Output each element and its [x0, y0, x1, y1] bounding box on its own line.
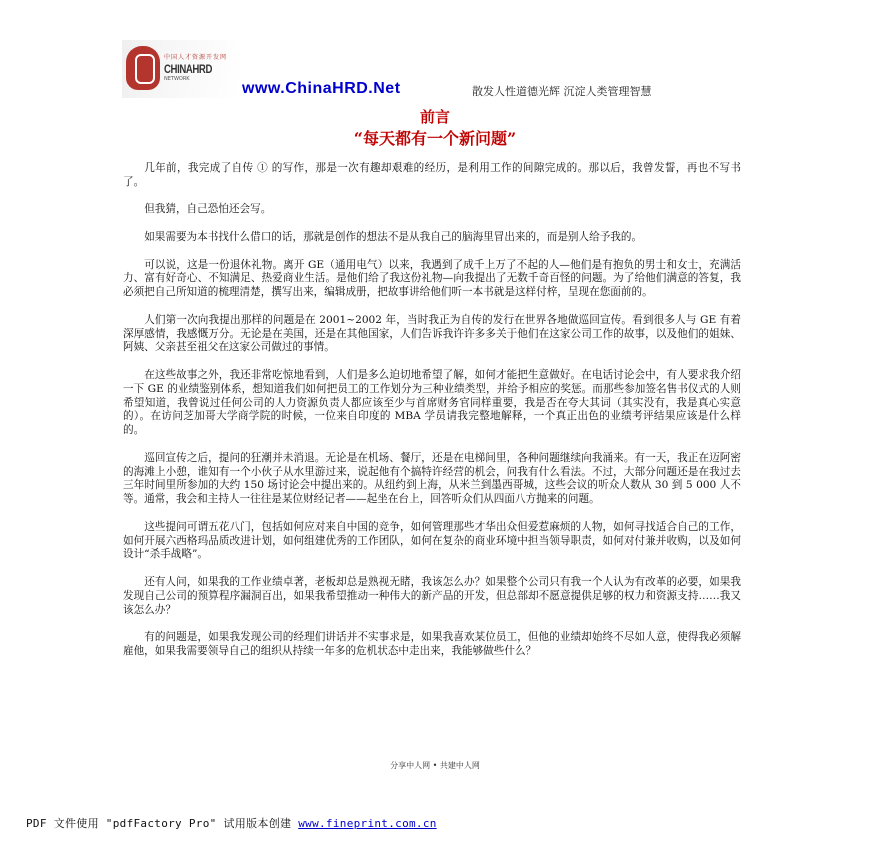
- paragraph: 几年前，我完成了自传 ① 的写作，那是一次有趣却艰难的经历，是利用工作的间隙完成的。那以后，我曾发誓，再也不写书了。: [123, 162, 741, 188]
- paragraph: 但我猜，自己恐怕还会写。: [144, 203, 272, 216]
- site-url-link[interactable]: www.ChinaHRD.Net: [242, 80, 401, 97]
- paragraph: 人们第一次向我提出那样的问题是在 2001~2002 年，当时我正为自传的发行在世界各地做巡回宣传。看到很多人与 GE 有着深厚感情，我感慨万分。无论是在美国，还是在其他国家，人们告诉我许许多多关于他们在这家公司工作的故事，以及他们的姐妹、阿姨、父亲甚至祖父在这家公司做过的事情。: [123, 313, 741, 354]
- chinahrd-logo[interactable]: [122, 40, 240, 98]
- seal-logo-icon: [126, 46, 160, 90]
- paragraph: 这些提问可谓五花八门，包括如何应对来自中国的竞争，如何管理那些才华出众但爱惹麻烦的人物，如何寻找适合自己的工作，如何开展六西格玛品质改进计划，如何组建优秀的工作团队，如何在复杂的商业环境中担当领导职责，如何对付兼并收购，以及如何设计“杀手战略”。: [123, 520, 741, 561]
- preface-subheading: “每天都有一个新问题”: [353, 129, 517, 148]
- fineprint-link[interactable]: www.fineprint.com.cn: [298, 817, 437, 830]
- paragraph: 还有人问，如果我的工作业绩卓著，老板却总是熟视无睹，我该怎么办？如果整个公司只有我一个人认为有改革的必要，如果我发现自己公司的预算程序漏洞百出，如果我希望推动一种伟大的新产品的开发，但总部却不愿意提供足够的权力和资源支持……我又该怎么办？: [123, 575, 741, 616]
- paragraph: 有的问题是，如果我发现公司的经理们讲话并不实事求是，如果我喜欢某位员工，但他的业绩却始终不尽如人意，使得我必须解雇他，如果我需要领导自己的组织从持续一年多的危机状态中走出来，我能够做些什么？: [123, 631, 741, 657]
- pdf-note-text: PDF 文件使用 "pdfFactory Pro" 试用版本创建: [26, 817, 292, 830]
- site-slogan: 散发人性道德光辉 沉淀人类管理智慧: [472, 85, 652, 98]
- paragraph: 巡回宣传之后，提问的狂潮并未消退。无论是在机场、餐厅，还是在电梯间里，各种问题继续向我涌来。有一天，我正在迈阿密的海滩上小憩，谁知有一个小伙子从水里游过来，说起他有个搞特许经营的机会，问我有什么看法。不过，大部分问题还是在我过去三年时间里所参加的大约 150 场讨论会中提出来的。从纽约到上海，从米兰到墨西哥城，这些会议的听众人数从 30 到 5 000 人不等。通常，我会和主持人一往往是某位财经记者——起坐在台上，回答听众们从四面八方抛来的问题。: [123, 451, 741, 506]
- preface-heading: 前言: [419, 108, 450, 126]
- paragraph: 如果需要为本书找什么借口的话，那就是创作的想法不是从我自己的脑海里冒出来的，而是别人给予我的。: [144, 230, 643, 243]
- logo-cn-text: 中国人才资源开发网: [164, 54, 228, 61]
- paragraph: 可以说，这是一份退休礼物。离开 GE（通用电气）以来，我遇到了成千上万了不起的人—他们是有抱负的男士和女士，充满活力、富有好奇心、不知满足、热爱商业生活。是他们给了我这份礼物—向我提出了无数千奇百怪的问题。为了给他们满意的答复，我必须把自己所知道的梳理清楚，撰写出来，编辑成册，把故事讲给他们听一本书就是这样付梓，呈现在您面前的。: [123, 258, 741, 299]
- site-header: [122, 40, 722, 104]
- pdf-factory-note: [26, 815, 437, 831]
- paragraph: 在这些故事之外，我还非常吃惊地看到，人们是多么迫切地希望了解，如何才能把生意做好。在电话讨论会中，有人要求我介绍一下 GE 的业绩鉴别体系，想知道我们如何把员工的工作划分为三种业绩类型，并给予相应的奖惩。而那些参加签名售书仪式的人则希望知道，我曾说过任何公司的人力资源负责人都应该至少与首席财务官同样重要，我是否在夸大其词（其实没有，我是真心实意的）。在访问芝加哥大学商学院的时候，一位来自印度的 MBA 学员请我完整地解释，一个真正出色的业绩考评结果应该是什么样的。: [123, 368, 741, 437]
- logo-en-text: CHINAHRD: [164, 62, 212, 76]
- logo-en-sub-text: NETWORK: [164, 76, 190, 82]
- preface-body: [123, 162, 741, 672]
- share-footer: 分享中人网 • 共建中人网: [390, 761, 480, 770]
